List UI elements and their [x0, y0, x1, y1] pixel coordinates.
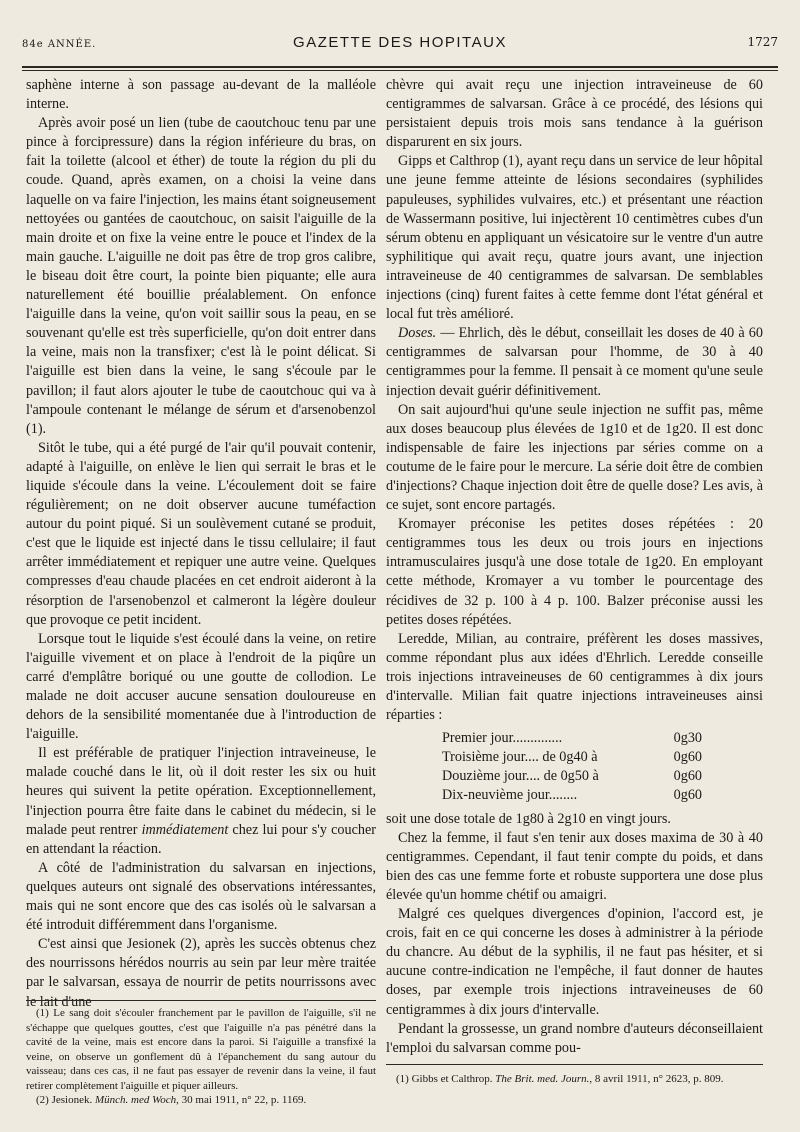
right-footnotes	[386, 1072, 763, 1087]
paragraph: On sait aujourd'hui qu'une seule injection ne suffit pas, même aux doses beaucoup plus élevées de 1g10 et de 1g20. Il est donc indispensable de faire les injections par séries comme on a coutume de le faire pour le mercure. La série doit être de combien d'injections? Chaque injection doit être de quelle dose? Les avis, à ce sujet, sont encore partagés.	[386, 401, 763, 514]
page-header	[22, 34, 778, 58]
paragraph: Kromayer préconise les petites doses répétées : 20 centigrammes tous les deux ou trois jours en injections intramusculaires jusqu'à une dose totale de 1g20. En employant cette méthode, Kromayer a vu tomber le pourcentage des récidives de 32 p. 100 à 4 p. 100. Balzer préconise aussi les petites doses répétées.	[386, 516, 763, 628]
journal-title: GAZETTE DES HOPITAUX	[293, 34, 507, 51]
paragraph: A côté de l'administration du salvarsan en injections, quelques auteurs ont signalé des observations intéressantes, mais qui ne sont encore que des cas isolés où le salvarsan a été introduit différemment dans l'organisme.	[26, 859, 376, 934]
left-column	[26, 76, 376, 1012]
paragraph: Chez la femme, il faut s'en tenir aux doses maxima de 30 à 40 centigrammes. Cependant, il faut tenir compte du poids, et dans bien des cas une femme forte et robuste supportera une dose plus élevée qu'un homme chétif ou amaigri.	[386, 829, 763, 903]
footnote: (1) Gibbs et Calthrop. The Brit. med. Journ., 8 avril 1911, n° 2623, p. 809.	[396, 1073, 724, 1085]
dose-row: Troisième jour.... de 0g40 à 0g60	[442, 749, 702, 766]
paragraph: soit une dose totale de 1g80 à 2g10 en vingt jours.	[386, 810, 671, 827]
paragraph: Malgré ces quelques divergences d'opinion, l'accord est, je crois, fait en ce qui concerne les doses à administrer à la période du chancre. Au début de la syphilis, il ne faut pas hésiter, et si aucune contre-indication ne l'empêche, il faut donner de hautes doses, par exemple trois injections intraveineuses de 60 centigrammes à dix jours d'intervalle.	[386, 906, 763, 1018]
paragraph: Après avoir posé un lien (tube de caoutchouc tenu par une pince à forcipressure) dans la région inférieure du bras, on fait la toilette (alcool et éther) de toute la région du pli du coude. Quand, après examen, on a choisi la veine dans laquelle on va faire l'injection, les mains étant soigneusement nettoyées ou gantées de caoutchouc, on saisit l'aiguille de la main droite et on fixe la veine entre le pouce et l'index de la main gauche. L'aiguille ne doit pas être de trop gros calibre, le biseau doit être court, la pointe bien piquante; elle aura naturellement été bouillie préalablement. On enfonce l'aiguille dans la veine, qu'on voit saillir sous la peau, en se souvenant qu'elle est très superficielle, qu'on doit entrer dans la veine, mais non la transfixer; c'est là le point délicat. Si l'aiguille est bien dans la veine, le sang s'écoule par le pavillon; il faut alors ajouter le tube de caoutchouc qui va à l'ampoule contenant le mélange de sérum et d'arsenobenzol (1).	[26, 115, 376, 437]
paragraph: Sitôt le tube, qui a été purgé de l'air qu'il pouvait contenir, adapté à l'aiguille, on enlève le lien qui serrait le bras et le liquide s'écoule dans la veine. L'écoulement doit se faire régulièrement; on ne doit observer aucune tuméfaction autour du point piqué. Si un soulèvement cutané se produit, c'est que le liquide est injecté dans le tissu cellulaire; il faut arrêter immédiatement et repiquer une autre veine. Quelques compresses d'eau chaude placées en cet endroit aideront à la résorption de l'arsenobenzol et calmeront la légère douleur que provoque ce petit incident.	[26, 439, 376, 628]
dose-table	[442, 729, 702, 805]
dose-row: Dix-neuvième jour........ 0g60	[442, 787, 702, 804]
paragraph: Leredde, Milian, au contraire, préfèrent les doses massives, comme répondant plus aux idées d'Ehrlich. Leredde conseille trois injections intraveineuses de 60 centigrammes à dix jours d'intervalle. Milian fait quatre injections intraveineuses ainsi réparties :	[386, 630, 763, 724]
paragraph: Il est préférable de pratiquer l'injection intraveineuse, le malade couché dans le lit, où il doit rester les six ou huit heures qui suivent la petite opération. Exceptionnellement, l'injection pourra être faite dans le cabinet du médecin, si le malade peut rentrer immédiatement chez lui pour s'y coucher en attendant la réaction.	[26, 745, 376, 857]
footnote: (1) Le sang doit s'écouler franchement par le pavillon de l'aiguille, s'il ne s'échappe que quelques gouttes, c'est que l'aiguille n'a pas pénétré dans la cavité de la veine, mais est encore dans la paroi. Si l'aiguille a transfixé la veine, on observe un gonflement dû à l'épanchement du sang autour du vaisseau; dans ces cas, il ne faut pas essayer de revenir dans la veine, il faut retirer complètement l'aiguille et piquer ailleurs.	[26, 1007, 376, 1092]
paragraph: C'est ainsi que Jesionek (2), après les succès obtenus chez des nourrissons hérédos nourris au sein par leur mère traitée par le salvarsan, essaya de nourrir de petits nourrissons avec le lait d'une	[26, 936, 376, 1010]
paragraph: Pendant la grossesse, un grand nombre d'auteurs déconseillaient l'emploi du salvarsan comme pou-	[386, 1020, 763, 1056]
header-rule-thin	[22, 70, 778, 71]
left-footnotes	[26, 1006, 376, 1108]
dose-row: Douzième jour.... de 0g50 à 0g60	[442, 768, 702, 785]
footnote-divider	[386, 1064, 763, 1065]
footnote: (2) Jesionek. Münch. med Woch, 30 mai 1911, n° 22, p. 1169.	[36, 1094, 307, 1106]
year-label: 84e ANNÉE.	[22, 39, 97, 50]
dose-row: Premier jour.............. 0g30	[442, 730, 702, 747]
paragraph: chèvre qui avait reçu une injection intraveineuse de 60 centigrammes de salvarsan. Grâce à ce procédé, des lésions qui persistaient depuis trois mois sans tendance à la guérison disparurent en six jours.	[386, 77, 763, 151]
right-column	[386, 76, 763, 1058]
header-rule-thick	[22, 66, 778, 68]
section-heading: Doses.	[398, 325, 437, 342]
emphasis: immédiatement	[141, 821, 229, 838]
paragraph: Gipps et Calthrop (1), ayant reçu dans un service de leur hôpital une jeune femme atteinte de lésions secondaires (syphilides papuleuses, syphilides vulvaires, etc.) et présentant une réaction de Wassermann positive, lui injectèrent 10 centimètres cubes d'un sérum obtenu en appliquant un vésicatoire sur le ventre d'un autre syphilitique qui avait reçu, quatre jours avant, une injection intraveineuse de 40 centigrammes de salvarsan. De semblables injections (cinq) furent faites à cette femme dont l'état général et local fut très amélioré.	[386, 153, 763, 323]
footnote-divider	[26, 1000, 376, 1001]
page-number: 1727	[747, 35, 778, 49]
paragraph: Doses. — Ehrlich, dès le début, conseillait les doses de 40 à 60 centigrammes de salvarsan pour l'homme, de 30 à 40 centigrammes pour la femme. Il pensait à ce moment qu'une seule injection devait guérir définitivement.	[386, 325, 763, 399]
paragraph: saphène interne à son passage au-devant de la malléole interne.	[26, 77, 376, 113]
paragraph: Lorsque tout le liquide s'est écoulé dans la veine, on retire l'aiguille vivement et on place à l'endroit de la piqûre un carré d'emplâtre boriqué ou une goutte de collodion. Le malade ne doit accuser aucune sensation douloureuse en dehors de la sensibilité momentanée due à l'introduction de l'aiguille.	[26, 630, 376, 743]
